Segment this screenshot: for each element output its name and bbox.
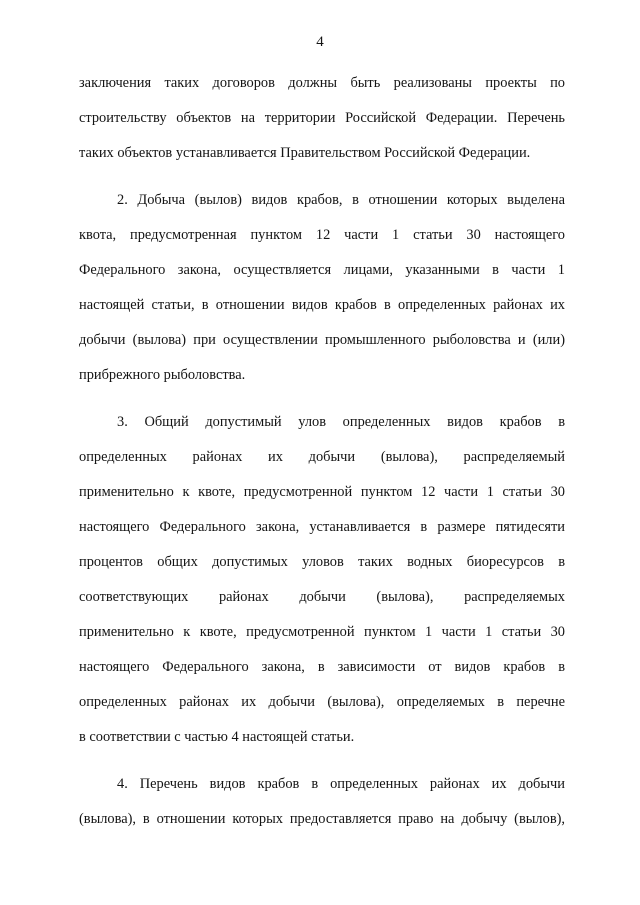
text-line: соответствующих районах добычи (вылова), распределяемых [79, 589, 565, 605]
text-line: определенных районах их добычи (вылова), распределяемый [79, 449, 565, 465]
text-line: заключения таких договоров должны быть реализованы проекты по [79, 75, 565, 91]
paragraph-1 [79, 72, 565, 165]
text-line: определенных районах их добычи (вылова), определяемых в перечне [79, 694, 565, 710]
text-line: 2. Добыча (вылов) видов крабов, в отношении которых выделена [117, 192, 565, 208]
text-line: Федерального закона, осуществляется лицами, указанными в части 1 [79, 262, 565, 278]
text-line: процентов общих допустимых уловов таких водных биоресурсов в [79, 554, 565, 570]
text-line: настоящего Федерального закона, устанавливается в размере пятидесяти [79, 519, 565, 535]
paragraph-4 [79, 773, 565, 831]
text-line: настоящего Федерального закона, в зависимости от видов крабов в [79, 659, 565, 675]
text-line: настоящей статьи, в отношении видов крабов в определенных районах их [79, 297, 565, 313]
text-line: добычи (вылова) при осуществлении промышленного рыболовства и (или) [79, 332, 565, 348]
text-line: 3. Общий допустимый улов определенных видов крабов в [117, 414, 565, 430]
text-line: квота, предусмотренная пунктом 12 части 1 статьи 30 настоящего [79, 227, 565, 243]
page-number: 4 [316, 34, 324, 50]
document-body [79, 72, 565, 831]
text-line: применительно к квоте, предусмотренной пунктом 1 части 1 статьи 30 [79, 624, 565, 640]
text-line: применительно к квоте, предусмотренной пунктом 12 части 1 статьи 30 [79, 484, 565, 500]
text-line: строительству объектов на территории Российской Федерации. Перечень [79, 110, 565, 126]
text-line: 4. Перечень видов крабов в определенных районах их добычи [117, 776, 565, 792]
paragraph-2 [79, 189, 565, 387]
text-line: прибрежного рыболовства. [79, 367, 246, 383]
text-line: (вылова), в отношении которых предоставляется право на добычу (вылов), [79, 811, 565, 827]
text-line: в соответствии с частью 4 настоящей статьи. [79, 729, 355, 745]
text-line: таких объектов устанавливается Правительством Российской Федерации. [79, 145, 531, 161]
paragraph-3 [79, 411, 565, 749]
